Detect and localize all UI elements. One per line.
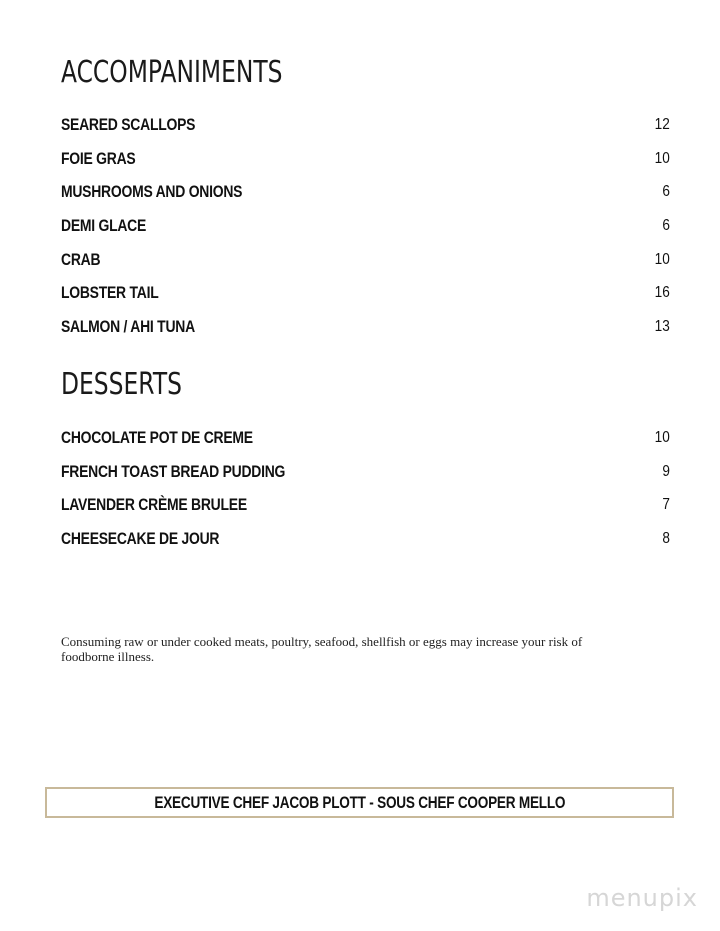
menu-item-french-toast-bread-pudding bbox=[61, 455, 670, 489]
item-price: 10 bbox=[654, 250, 670, 268]
item-price: 10 bbox=[654, 428, 670, 446]
accompaniments-heading: ACCOMPANIMENTS bbox=[61, 55, 283, 90]
foodborne-illness-disclaimer: Consuming raw or under cooked meats, poultry, seafood, shellfish or eggs may increase your risk of foodborne illness. bbox=[61, 634, 583, 664]
item-name: LAVENDER CRÈME BRULEE bbox=[61, 495, 247, 515]
item-name: SALMON / AHI TUNA bbox=[61, 316, 195, 336]
menupix-watermark: menupix bbox=[586, 884, 698, 912]
chef-credits-text: EXECUTIVE CHEF JACOB PLOTT - SOUS CHEF COOPER MELLO bbox=[154, 792, 565, 812]
menu-item-lavender-creme-brulee bbox=[61, 488, 670, 522]
item-name: CRAB bbox=[61, 249, 101, 269]
item-name: MUSHROOMS AND ONIONS bbox=[61, 182, 243, 202]
item-name: DEMI GLACE bbox=[61, 215, 147, 235]
item-price: 6 bbox=[662, 183, 670, 201]
menu-item-foie-gras bbox=[61, 142, 670, 176]
item-name: CHOCOLATE POT DE CREME bbox=[61, 427, 253, 447]
accompaniments-list bbox=[61, 108, 670, 344]
item-name: FOIE GRAS bbox=[61, 148, 136, 168]
item-name: SEARED SCALLOPS bbox=[61, 114, 196, 134]
item-price: 16 bbox=[654, 284, 670, 302]
item-price: 10 bbox=[654, 149, 670, 167]
menu-item-cheesecake-de-jour bbox=[61, 522, 670, 556]
desserts-list bbox=[61, 421, 670, 556]
item-name: LOBSTER TAIL bbox=[61, 283, 159, 303]
item-price: 6 bbox=[662, 216, 670, 234]
item-price: 12 bbox=[654, 115, 670, 133]
item-price: 7 bbox=[662, 496, 670, 514]
menu-item-salmon-ahi-tuna bbox=[61, 310, 670, 344]
item-price: 9 bbox=[662, 462, 670, 480]
menu-item-demi-glace bbox=[61, 209, 670, 243]
menu-item-seared-scallops bbox=[61, 108, 670, 142]
item-name: CHEESECAKE DE JOUR bbox=[61, 528, 220, 548]
menu-item-crab bbox=[61, 243, 670, 277]
item-price: 13 bbox=[654, 317, 670, 335]
menu-item-chocolate-pot-de-creme bbox=[61, 421, 670, 455]
chef-credits-banner bbox=[45, 787, 674, 818]
desserts-heading: DESSERTS bbox=[61, 367, 183, 402]
menu-item-lobster-tail bbox=[61, 276, 670, 310]
item-name: FRENCH TOAST BREAD PUDDING bbox=[61, 461, 286, 481]
menu-item-mushrooms-and-onions bbox=[61, 175, 670, 209]
item-price: 8 bbox=[662, 529, 670, 547]
